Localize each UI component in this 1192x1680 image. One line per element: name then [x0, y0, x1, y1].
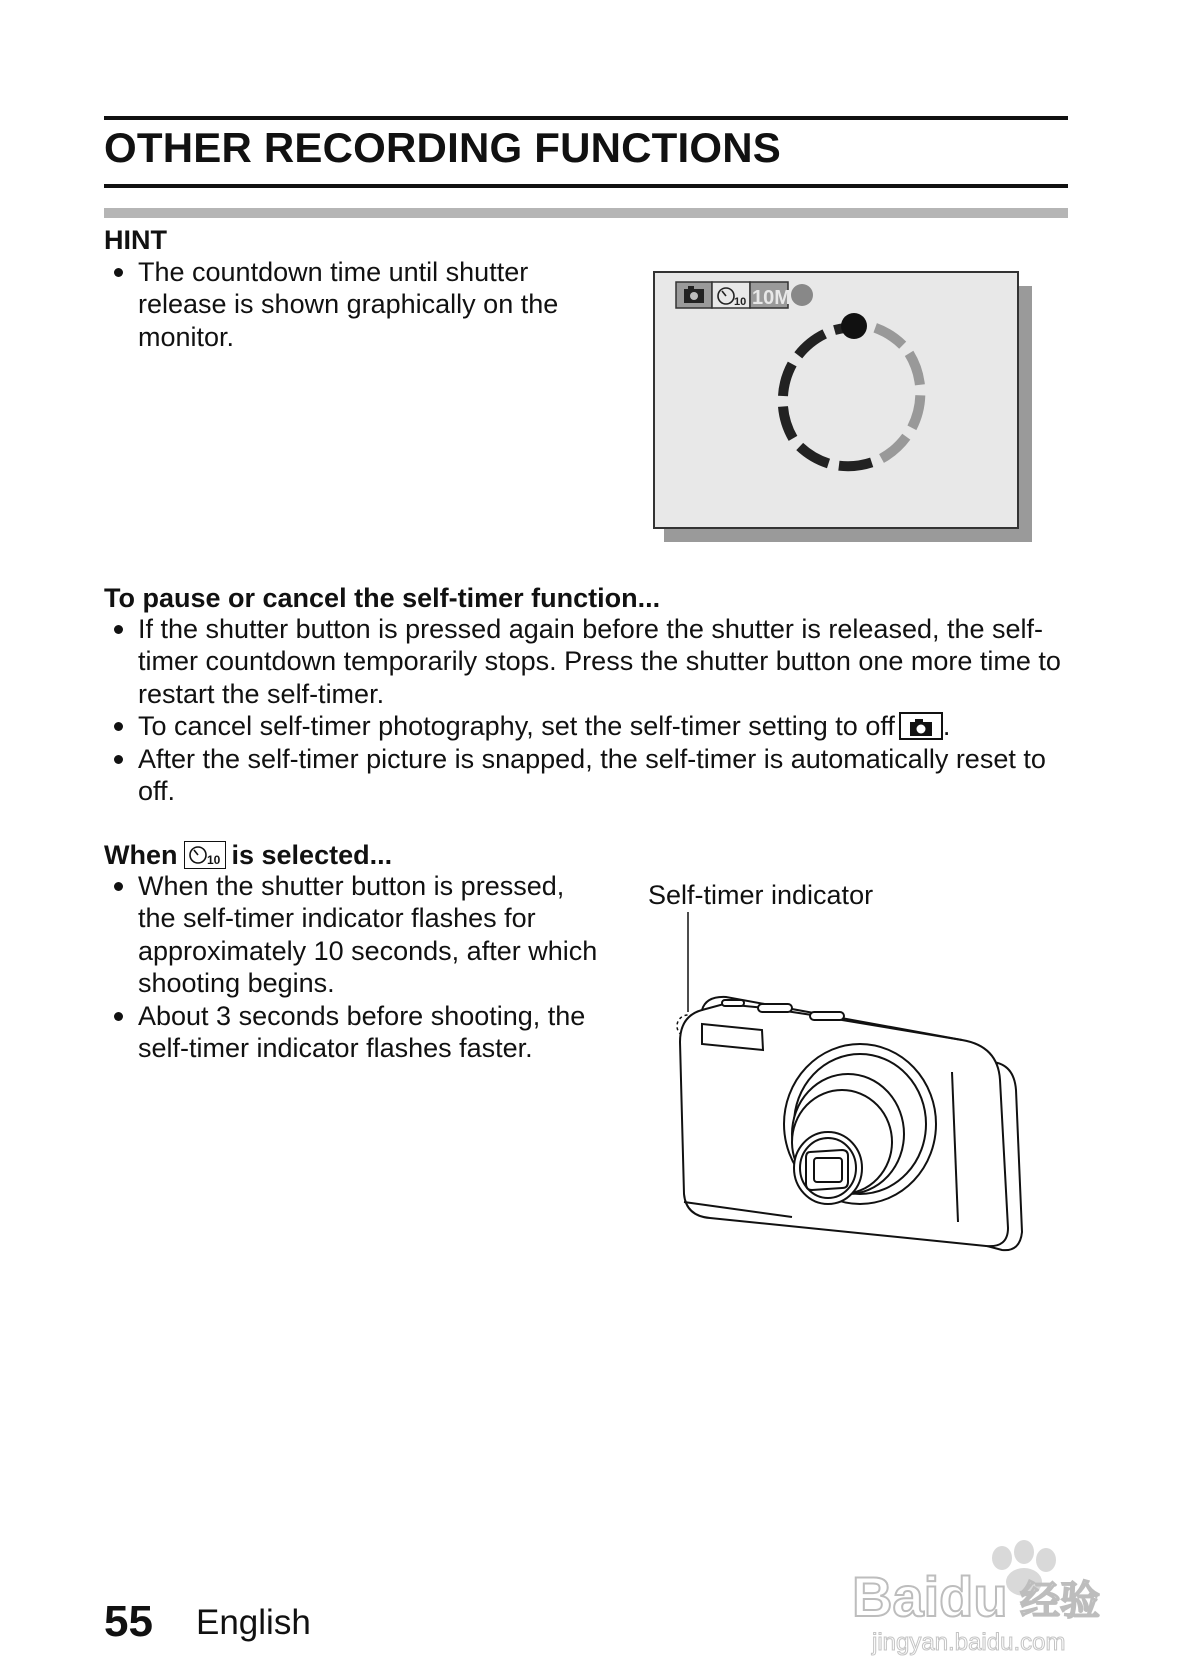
page-number: 55 [104, 1597, 153, 1646]
status-dot-icon [791, 284, 813, 306]
list-item: The countdown time until shutter release is shown graphically on the monitor. [104, 256, 604, 353]
bullet-dot [114, 1012, 123, 1021]
list-item: To cancel self-timer photography, set the self-timer setting to off . [104, 710, 1084, 742]
self-timer-10-icon [184, 841, 226, 869]
camera-mode-icon [676, 282, 712, 308]
camera-off-icon [899, 712, 943, 740]
bullet-dot [114, 268, 123, 277]
list-item: If the shutter button is pressed again before the shutter is released, the self-timer countdown temporarily stops. Press the shutter button one more time to restart the self-timer. [104, 613, 1084, 710]
self-timer-indicator-caption: Self-timer indicator [648, 880, 874, 910]
pause-list [104, 613, 1084, 807]
bullet-dot [114, 882, 123, 891]
bullet-dot [114, 722, 123, 731]
title-bottom-rule [104, 184, 1068, 188]
lens-icon [784, 1044, 936, 1204]
svg-text:10: 10 [206, 853, 220, 867]
camera-illustration [662, 912, 1042, 1252]
bullet-dot [114, 755, 123, 764]
watermark-chinese: 经验 [1020, 1578, 1100, 1624]
svg-text:10: 10 [734, 296, 747, 308]
countdown-marker [841, 313, 867, 339]
watermark-brand: Baidu [852, 1565, 1008, 1628]
image-size-icon [750, 282, 791, 309]
title-top-rule [104, 116, 1068, 120]
hint-list [104, 256, 604, 353]
baidu-watermark [852, 1528, 1152, 1658]
when-heading: When 10 is selected... [104, 840, 393, 870]
list-item: About 3 seconds before shooting, the self-timer indicator flashes faster. [104, 1000, 604, 1065]
watermark-url: jingyan.baidu.com [872, 1629, 1066, 1656]
monitor-illustration [650, 270, 1040, 552]
self-timer-icon [712, 282, 750, 308]
bullet-dot [114, 625, 123, 634]
page-language: English [196, 1603, 311, 1642]
section-divider [104, 208, 1068, 218]
list-item: When the shutter button is pressed, the self-timer indicator flashes for approximately 10 seconds, after which shooting begins. [104, 870, 604, 1000]
when-list [104, 870, 604, 1064]
svg-text:10M: 10M [752, 287, 791, 309]
monitor-screen [654, 272, 1018, 528]
page-title: OTHER RECORDING FUNCTIONS [104, 124, 781, 171]
pause-heading: To pause or cancel the self-timer function... [104, 583, 661, 613]
hint-heading: HINT [104, 225, 167, 255]
list-item: After the self-timer picture is snapped, the self-timer is automatically reset to off. [104, 743, 1084, 808]
